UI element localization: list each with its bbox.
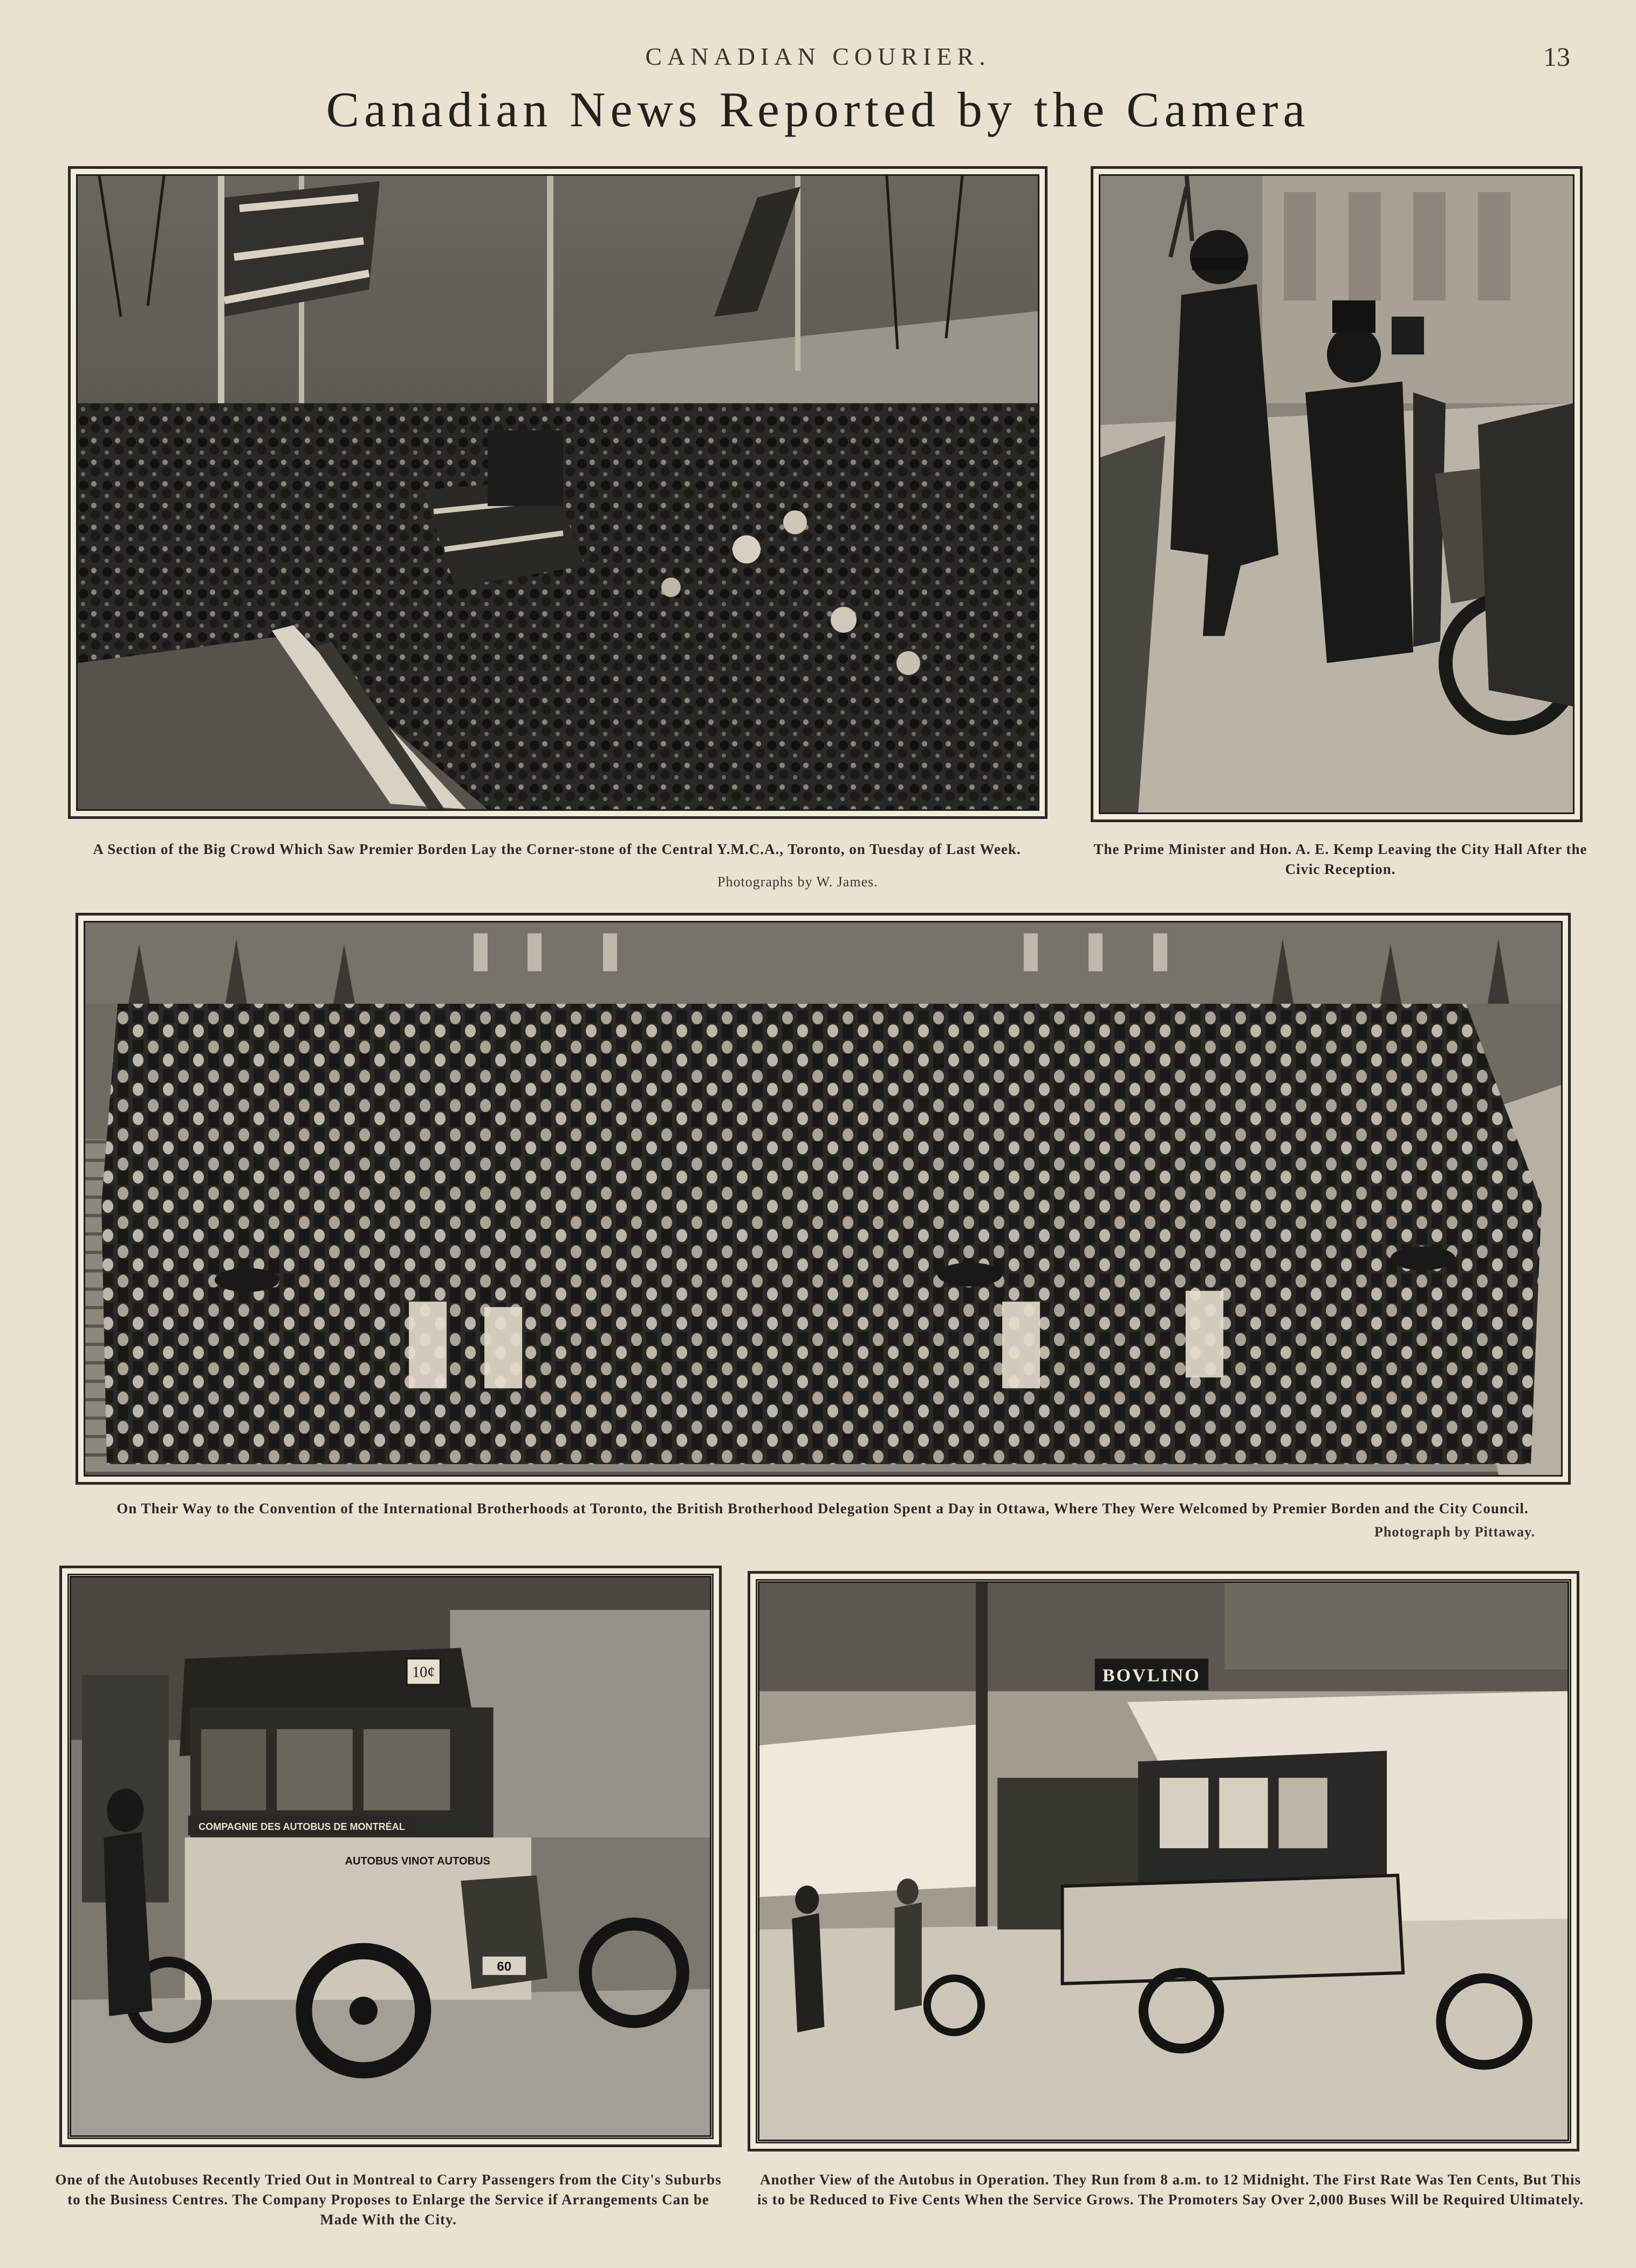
sign-company: COMPAGNIE DES AUTOBUS DE MONTRÉAL (198, 1821, 405, 1832)
page-number: 13 (1543, 42, 1570, 72)
autobus-montreal-image (71, 1577, 710, 2135)
caption-autobus-montreal: One of the Autobuses Recently Tried Out in Montreal to Carry Passengers from the City's Suburbs to the Business Centres. The Company Proposes to Enlarge the Service if Arrangements Can be Made With the City. (55, 2171, 722, 2228)
ymca-crowd-image (78, 176, 1038, 809)
city-hall-image (1100, 176, 1573, 812)
sign-plate: 60 (497, 1959, 512, 1974)
caption-ymca-crowd: A Section of the Big Crowd Which Saw Premier Borden Lay the Corner-stone of the Central Y.M.C.A., Toronto, on Tuesday of Last Week. (93, 841, 1021, 857)
photo-autobus-montreal (70, 1576, 711, 2137)
photo-ymca-crowd (76, 174, 1039, 811)
caption-brotherhood: On Their Way to the Convention of the International Brotherhoods at Toronto, the British Brotherhood Delegation Spent a Day in Ottawa, Where They Were Welcomed by Premier Borden and the City Council. (117, 1500, 1529, 1516)
page-title: Canadian News Reported by the Camera (326, 82, 1310, 137)
photo-brotherhood (84, 921, 1563, 1477)
caption-autobus-operation: Another View of the Autobus in Operation. They Run from 8 a.m. to 12 Midnight. The First Rate Was Ten Cents, But This is to be Reduced to Five Cents When the Service Grows. The Promoters Say Over 2,000 Buses Will be Required Ultimately. (757, 2171, 1584, 2208)
photo-frame-autobus-operation (748, 1571, 1579, 2151)
sign-store: BOVLINO (1102, 1665, 1201, 1686)
running-head: CANADIAN COURIER. (645, 43, 991, 70)
photo-autobus-operation (758, 1581, 1569, 2141)
sign-fare: 10¢ (412, 1664, 435, 1681)
credit-brotherhood: Photograph by Pittaway. (1374, 1524, 1536, 1540)
credit-ymca-crowd: Photographs by W. James. (717, 874, 878, 890)
photo-frame-city-hall (1091, 166, 1583, 822)
brotherhood-image (85, 923, 1561, 1475)
caption-city-hall: The Prime Minister and Hon. A. E. Kemp Leaving the City Hall After the Civic Reception. (1093, 841, 1587, 877)
photo-city-hall (1099, 174, 1575, 814)
photo-frame-autobus-montreal (59, 1566, 722, 2147)
sign-make: AUTOBUS VINOT AUTOBUS (345, 1855, 490, 1868)
photo-frame-brotherhood (76, 913, 1571, 1485)
autobus-operation-image (759, 1583, 1567, 2140)
photo-frame-ymca-crowd (68, 166, 1048, 819)
